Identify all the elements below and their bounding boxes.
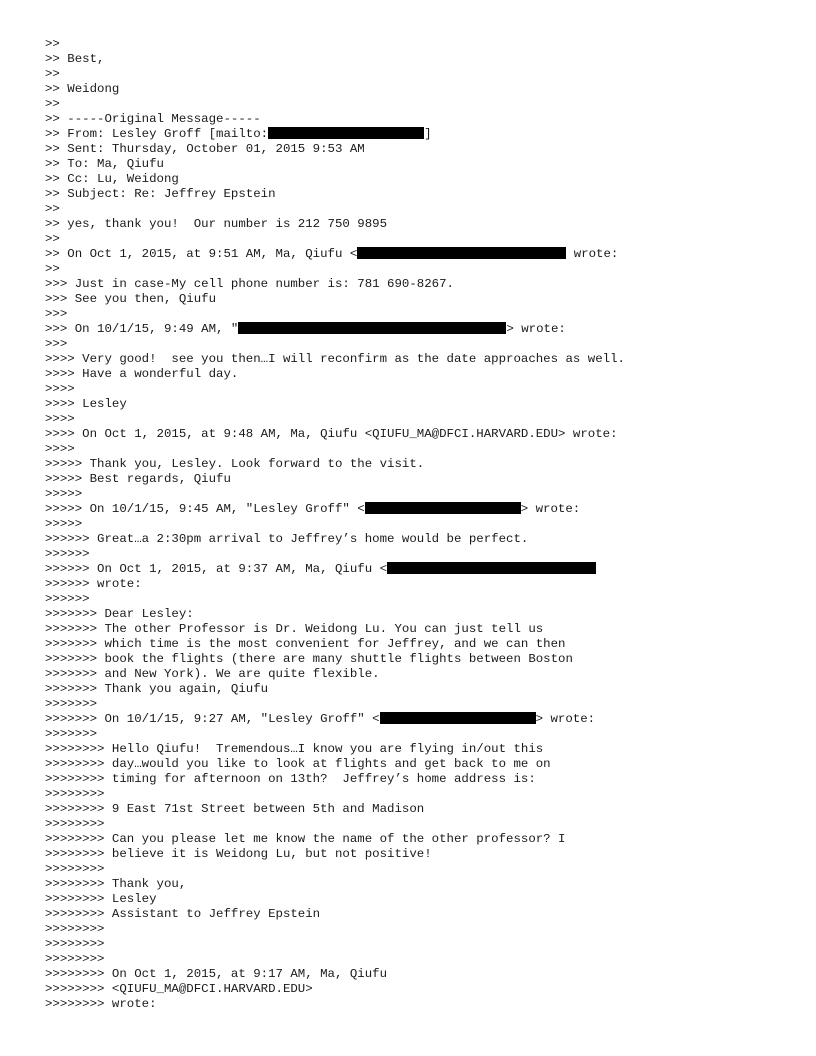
email-line-text: >>>>>: [45, 487, 83, 501]
email-line: [45, 667, 805, 682]
email-line: [45, 907, 805, 922]
email-line: [45, 832, 805, 847]
email-line-text: >>: [45, 67, 60, 81]
email-line: [45, 412, 805, 427]
email-line: [45, 922, 805, 937]
email-line: [45, 337, 805, 352]
email-line: [45, 52, 805, 67]
email-line-text: >>>>>> Great…a 2:30pm arrival to Jeffrey’s home would be perfect.: [45, 532, 529, 546]
email-line-text: >>>>>>: [45, 592, 90, 606]
email-line-text: >>>>> Thank you, Lesley. Look forward to the visit.: [45, 457, 425, 471]
email-line-text: >>>>>>>> Lesley: [45, 892, 157, 906]
email-line: [45, 802, 805, 817]
email-line-text: >>: [45, 97, 60, 111]
email-line-text: >>>>>>>> 9 East 71st Street between 5th and Madison: [45, 802, 425, 816]
email-line: [45, 322, 805, 337]
email-line-text: >>>> Lesley: [45, 397, 127, 411]
email-line-text: >>>>>>>> wrote:: [45, 997, 157, 1011]
email-line-text: >>>>>>> Dear Lesley:: [45, 607, 194, 621]
email-line: [45, 352, 805, 367]
email-line: [45, 97, 805, 112]
email-line-text: >>>>>>>: [45, 697, 98, 711]
email-line-text: >>> On 10/1/15, 9:49 AM, ": [45, 322, 239, 336]
email-line: [45, 787, 805, 802]
email-line-text: >>>>>>>> <QIUFU_MA@DFCI.HARVARD.EDU>: [45, 982, 313, 996]
email-line: [45, 622, 805, 637]
email-line: [45, 367, 805, 382]
email-line: [45, 172, 805, 187]
email-line: [45, 502, 805, 517]
email-line-text: >>>>>>>>: [45, 862, 105, 876]
email-line-text: >>>>>>>> Can you please let me know the name of the other professor? I: [45, 832, 566, 846]
email-line: [45, 157, 805, 172]
email-line-text: >>> See you then, Qiufu: [45, 292, 217, 306]
email-line: [45, 727, 805, 742]
email-line: [45, 142, 805, 157]
email-line: [45, 742, 805, 757]
email-line: [45, 817, 805, 832]
email-line-text: >>: [45, 232, 60, 246]
email-line: [45, 877, 805, 892]
email-line: [45, 127, 805, 142]
redaction-block: [380, 712, 536, 724]
email-line-text: >>>>>>>> day…would you like to look at flights and get back to me on: [45, 757, 551, 771]
email-line-text: >>>>: [45, 442, 75, 456]
email-line-text: >>: [45, 37, 60, 51]
email-line-text: >>>>>>> On 10/1/15, 9:27 AM, "Lesley Groff" <: [45, 712, 380, 726]
redaction-block: [357, 247, 566, 259]
email-line-text: wrote:: [566, 247, 619, 261]
email-line-text: >>>>>: [45, 517, 83, 531]
email-line-text: ]: [424, 127, 432, 141]
email-line-text: >> On Oct 1, 2015, at 9:51 AM, Ma, Qiufu <: [45, 247, 358, 261]
email-line: [45, 547, 805, 562]
email-line: [45, 712, 805, 727]
email-line-text: >> Cc: Lu, Weidong: [45, 172, 179, 186]
email-line-text: >>>>>>>>: [45, 817, 105, 831]
email-line-text: >> From: Lesley Groff [mailto:: [45, 127, 269, 141]
email-line-text: >>>> Have a wonderful day.: [45, 367, 239, 381]
email-line-text: >>>>>>> The other Professor is Dr. Weidong Lu. You can just tell us: [45, 622, 544, 636]
email-line-text: > wrote:: [506, 322, 566, 336]
email-line-text: >>>>>>>: [45, 727, 98, 741]
email-line: [45, 202, 805, 217]
email-line: [45, 217, 805, 232]
email-line: [45, 697, 805, 712]
email-line-text: >>>>>>>> On Oct 1, 2015, at 9:17 AM, Ma, Qiufu: [45, 967, 388, 981]
email-line: [45, 592, 805, 607]
email-line-text: >>>>>>>> believe it is Weidong Lu, but not positive!: [45, 847, 432, 861]
email-line: [45, 757, 805, 772]
email-line: [45, 847, 805, 862]
email-line: [45, 247, 805, 262]
email-line: [45, 37, 805, 52]
email-line: [45, 937, 805, 952]
email-line-text: >> Best,: [45, 52, 105, 66]
email-line: [45, 577, 805, 592]
email-line: [45, 472, 805, 487]
email-line-text: >>>>>>>> Thank you,: [45, 877, 187, 891]
email-line-text: >>>>>>>>: [45, 922, 105, 936]
email-line: [45, 607, 805, 622]
email-line: [45, 562, 805, 577]
email-line: [45, 232, 805, 247]
email-line-text: >> Weidong: [45, 82, 120, 96]
email-line: [45, 307, 805, 322]
email-line-text: >> Sent: Thursday, October 01, 2015 9:53 AM: [45, 142, 365, 156]
email-line-text: >> To: Ma, Qiufu: [45, 157, 164, 171]
email-line-text: > wrote:: [520, 502, 581, 516]
email-line: [45, 997, 805, 1012]
email-line: [45, 277, 805, 292]
email-line: [45, 517, 805, 532]
email-line-text: >>>> Very good! see you then…I will reconfirm as the date approaches as well.: [45, 352, 625, 366]
email-line: [45, 982, 805, 997]
email-line: [45, 682, 805, 697]
email-line: [45, 457, 805, 472]
email-line-text: >>>>>>>> timing for afternoon on 13th? Jeffrey’s home address is:: [45, 772, 536, 786]
email-line: [45, 262, 805, 277]
email-line-text: >>>>: [45, 382, 75, 396]
email-thread-body: [45, 37, 805, 1012]
email-line-text: >> Subject: Re: Jeffrey Epstein: [45, 187, 276, 201]
email-line: [45, 382, 805, 397]
email-line: [45, 892, 805, 907]
email-line: [45, 397, 805, 412]
email-line: [45, 82, 805, 97]
redaction-block: [268, 127, 424, 139]
email-line-text: > wrote:: [535, 712, 596, 726]
redaction-block: [387, 562, 596, 574]
email-line: [45, 967, 805, 982]
email-line-text: >>>>>>> and New York). We are quite flexible.: [45, 667, 380, 681]
email-line-text: >>>>>>: [45, 547, 90, 561]
email-line-text: >>>>>>> Thank you again, Qiufu: [45, 682, 269, 696]
email-line-text: >>>>: [45, 412, 75, 426]
email-line-text: >>>>>>>>: [45, 952, 105, 966]
email-line: [45, 952, 805, 967]
email-line-text: >>>>>>> which time is the most convenient for Jeffrey, and we can then: [45, 637, 566, 651]
email-line: [45, 112, 805, 127]
email-line: [45, 442, 805, 457]
email-line-text: >>>>>> wrote:: [45, 577, 142, 591]
email-line: [45, 187, 805, 202]
email-line-text: >>>>>>>>: [45, 937, 105, 951]
email-line: [45, 652, 805, 667]
email-line-text: >>: [45, 262, 60, 276]
redaction-block: [238, 322, 506, 334]
email-line: [45, 67, 805, 82]
email-line: [45, 862, 805, 877]
email-line: [45, 637, 805, 652]
email-line-text: >>> Just in case-My cell phone number is: 781 690-8267.: [45, 277, 454, 291]
email-line-text: >> yes, thank you! Our number is 212 750 9895: [45, 217, 388, 231]
email-line-text: >>>> On Oct 1, 2015, at 9:48 AM, Ma, Qiufu <QIUFU_MA@DFCI.HARVARD.EDU> wrote:: [45, 427, 618, 441]
email-line: [45, 487, 805, 502]
email-line-text: >>>>>>>> Hello Qiufu! Tremendous…I know you are flying in/out this: [45, 742, 544, 756]
email-line: [45, 532, 805, 547]
email-line-text: >>>>>>>>: [45, 787, 105, 801]
email-line: [45, 427, 805, 442]
email-line-text: >>>>>> On Oct 1, 2015, at 9:37 AM, Ma, Qiufu <: [45, 562, 388, 576]
email-line-text: >>>: [45, 307, 68, 321]
email-line-text: >>>>>>>> Assistant to Jeffrey Epstein: [45, 907, 321, 921]
email-line-text: >>>>> Best regards, Qiufu: [45, 472, 231, 486]
email-line-text: >>: [45, 202, 60, 216]
email-line: [45, 772, 805, 787]
email-line-text: >>>>>>> book the flights (there are many shuttle flights between Boston: [45, 652, 573, 666]
email-line: [45, 292, 805, 307]
email-line-text: >>>: [45, 337, 68, 351]
redaction-block: [365, 502, 521, 514]
email-line-text: >> -----Original Message-----: [45, 112, 261, 126]
email-line-text: >>>>> On 10/1/15, 9:45 AM, "Lesley Groff" <: [45, 502, 365, 516]
